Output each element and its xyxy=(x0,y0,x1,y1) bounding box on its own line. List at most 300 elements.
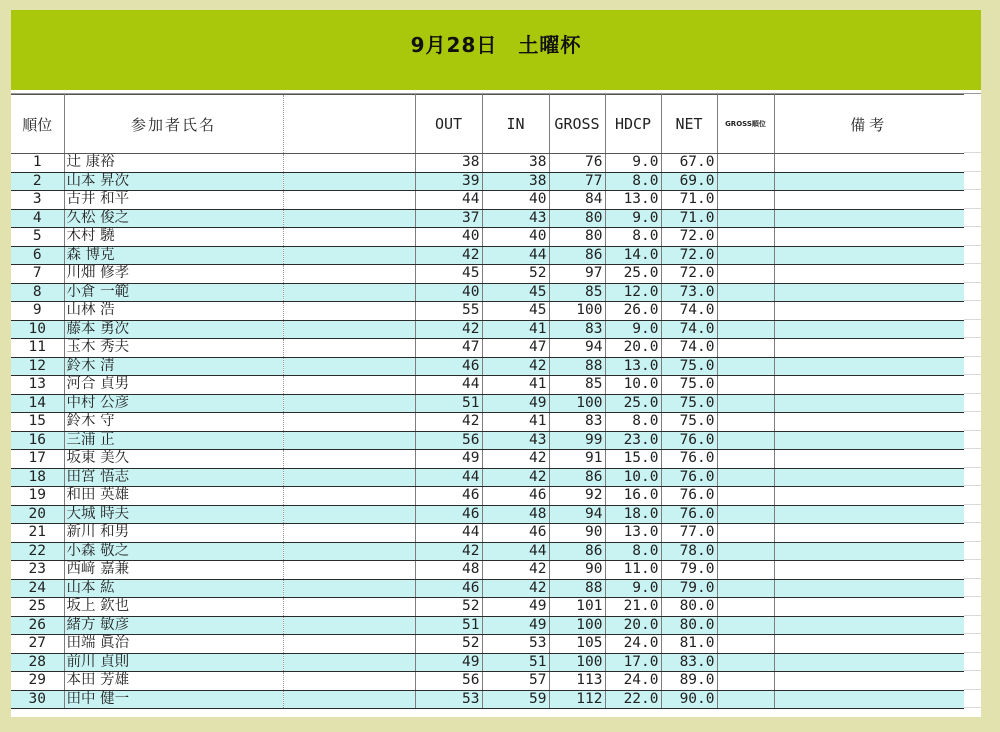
cell-blank[interactable] xyxy=(283,672,415,691)
cell-in[interactable]: 42 xyxy=(482,468,549,487)
cell-net[interactable]: 83.0 xyxy=(661,653,717,672)
cell-gross-rank[interactable] xyxy=(717,172,774,191)
cell-blank[interactable] xyxy=(283,579,415,598)
header-out[interactable]: OUT xyxy=(415,95,482,154)
cell-memo[interactable] xyxy=(774,579,964,598)
cell-hdcp[interactable]: 14.0 xyxy=(605,246,661,265)
cell-in[interactable]: 46 xyxy=(482,524,549,543)
cell-name[interactable]: 古井 和平 xyxy=(64,191,283,210)
cell-hdcp[interactable]: 20.0 xyxy=(605,616,661,635)
cell-blank[interactable] xyxy=(283,524,415,543)
cell-in[interactable]: 38 xyxy=(482,154,549,173)
cell-rank[interactable]: 30 xyxy=(11,690,64,709)
header-memo[interactable]: 備考 xyxy=(774,95,964,154)
cell-net[interactable]: 72.0 xyxy=(661,228,717,247)
cell-net[interactable]: 72.0 xyxy=(661,246,717,265)
cell-net[interactable]: 78.0 xyxy=(661,542,717,561)
cell-hdcp[interactable]: 8.0 xyxy=(605,172,661,191)
cell-gross[interactable]: 90 xyxy=(549,524,605,543)
cell-rank[interactable]: 29 xyxy=(11,672,64,691)
cell-gross-rank[interactable] xyxy=(717,320,774,339)
cell-hdcp[interactable]: 9.0 xyxy=(605,579,661,598)
header-name[interactable]: 参加者氏名 xyxy=(64,95,283,154)
cell-hdcp[interactable]: 10.0 xyxy=(605,468,661,487)
cell-out[interactable]: 39 xyxy=(415,172,482,191)
cell-gross-rank[interactable] xyxy=(717,357,774,376)
cell-in[interactable]: 41 xyxy=(482,376,549,395)
cell-rank[interactable]: 15 xyxy=(11,413,64,432)
cell-gross-rank[interactable] xyxy=(717,579,774,598)
cell-gross[interactable]: 84 xyxy=(549,191,605,210)
cell-name[interactable]: 大城 時夫 xyxy=(64,505,283,524)
cell-net[interactable]: 72.0 xyxy=(661,265,717,284)
cell-name[interactable]: 辻 康裕 xyxy=(64,154,283,173)
cell-rank[interactable]: 6 xyxy=(11,246,64,265)
cell-rank[interactable]: 27 xyxy=(11,635,64,654)
cell-rank[interactable]: 7 xyxy=(11,265,64,284)
cell-rank[interactable]: 5 xyxy=(11,228,64,247)
cell-gross[interactable]: 80 xyxy=(549,228,605,247)
cell-out[interactable]: 51 xyxy=(415,616,482,635)
cell-memo[interactable] xyxy=(774,283,964,302)
cell-net[interactable]: 77.0 xyxy=(661,524,717,543)
cell-gross[interactable]: 83 xyxy=(549,413,605,432)
cell-in[interactable]: 46 xyxy=(482,487,549,506)
cell-memo[interactable] xyxy=(774,376,964,395)
cell-in[interactable]: 38 xyxy=(482,172,549,191)
cell-gross-rank[interactable] xyxy=(717,191,774,210)
cell-name[interactable]: 山林 浩 xyxy=(64,302,283,321)
cell-blank[interactable] xyxy=(283,598,415,617)
cell-net[interactable]: 74.0 xyxy=(661,302,717,321)
cell-out[interactable]: 46 xyxy=(415,505,482,524)
cell-memo[interactable] xyxy=(774,653,964,672)
cell-net[interactable]: 75.0 xyxy=(661,376,717,395)
cell-hdcp[interactable]: 23.0 xyxy=(605,431,661,450)
cell-hdcp[interactable]: 9.0 xyxy=(605,209,661,228)
cell-out[interactable]: 40 xyxy=(415,283,482,302)
cell-in[interactable]: 42 xyxy=(482,357,549,376)
cell-blank[interactable] xyxy=(283,505,415,524)
cell-out[interactable]: 56 xyxy=(415,672,482,691)
cell-net[interactable]: 89.0 xyxy=(661,672,717,691)
cell-in[interactable]: 52 xyxy=(482,265,549,284)
cell-name[interactable]: 坂東 美久 xyxy=(64,450,283,469)
cell-gross-rank[interactable] xyxy=(717,413,774,432)
cell-hdcp[interactable]: 21.0 xyxy=(605,598,661,617)
cell-out[interactable]: 49 xyxy=(415,450,482,469)
cell-net[interactable]: 90.0 xyxy=(661,690,717,709)
cell-gross[interactable]: 86 xyxy=(549,468,605,487)
header-rank[interactable]: 順位 xyxy=(11,95,64,154)
cell-memo[interactable] xyxy=(774,394,964,413)
cell-name[interactable]: 和田 英雄 xyxy=(64,487,283,506)
cell-gross[interactable]: 99 xyxy=(549,431,605,450)
cell-out[interactable]: 53 xyxy=(415,690,482,709)
cell-in[interactable]: 40 xyxy=(482,228,549,247)
cell-memo[interactable] xyxy=(774,561,964,580)
cell-hdcp[interactable]: 26.0 xyxy=(605,302,661,321)
cell-gross[interactable]: 88 xyxy=(549,357,605,376)
cell-out[interactable]: 38 xyxy=(415,154,482,173)
cell-gross-rank[interactable] xyxy=(717,524,774,543)
cell-name[interactable]: 木村 驍 xyxy=(64,228,283,247)
cell-in[interactable]: 51 xyxy=(482,653,549,672)
cell-rank[interactable]: 9 xyxy=(11,302,64,321)
cell-net[interactable]: 76.0 xyxy=(661,468,717,487)
cell-in[interactable]: 49 xyxy=(482,394,549,413)
cell-memo[interactable] xyxy=(774,487,964,506)
cell-memo[interactable] xyxy=(774,265,964,284)
cell-rank[interactable]: 8 xyxy=(11,283,64,302)
cell-net[interactable]: 76.0 xyxy=(661,450,717,469)
cell-out[interactable]: 42 xyxy=(415,320,482,339)
cell-blank[interactable] xyxy=(283,450,415,469)
cell-hdcp[interactable]: 24.0 xyxy=(605,635,661,654)
cell-gross-rank[interactable] xyxy=(717,450,774,469)
cell-name[interactable]: 鈴木 清 xyxy=(64,357,283,376)
cell-net[interactable]: 76.0 xyxy=(661,487,717,506)
cell-hdcp[interactable]: 13.0 xyxy=(605,357,661,376)
cell-rank[interactable]: 21 xyxy=(11,524,64,543)
cell-gross-rank[interactable] xyxy=(717,376,774,395)
cell-name[interactable]: 緒方 敏彦 xyxy=(64,616,283,635)
cell-in[interactable]: 45 xyxy=(482,302,549,321)
cell-gross-rank[interactable] xyxy=(717,542,774,561)
cell-memo[interactable] xyxy=(774,172,964,191)
cell-gross[interactable]: 92 xyxy=(549,487,605,506)
cell-blank[interactable] xyxy=(283,394,415,413)
cell-rank[interactable]: 14 xyxy=(11,394,64,413)
cell-out[interactable]: 37 xyxy=(415,209,482,228)
cell-gross[interactable]: 88 xyxy=(549,579,605,598)
cell-memo[interactable] xyxy=(774,690,964,709)
cell-gross-rank[interactable] xyxy=(717,283,774,302)
cell-net[interactable]: 76.0 xyxy=(661,431,717,450)
cell-net[interactable]: 71.0 xyxy=(661,209,717,228)
cell-rank[interactable]: 2 xyxy=(11,172,64,191)
cell-in[interactable]: 44 xyxy=(482,246,549,265)
cell-memo[interactable] xyxy=(774,505,964,524)
cell-net[interactable]: 74.0 xyxy=(661,339,717,358)
cell-name[interactable]: 新川 和男 xyxy=(64,524,283,543)
cell-hdcp[interactable]: 10.0 xyxy=(605,376,661,395)
cell-hdcp[interactable]: 12.0 xyxy=(605,283,661,302)
cell-out[interactable]: 44 xyxy=(415,524,482,543)
cell-memo[interactable] xyxy=(774,672,964,691)
cell-hdcp[interactable]: 25.0 xyxy=(605,265,661,284)
cell-rank[interactable]: 20 xyxy=(11,505,64,524)
cell-name[interactable]: 田端 眞治 xyxy=(64,635,283,654)
cell-gross[interactable]: 100 xyxy=(549,653,605,672)
cell-in[interactable]: 41 xyxy=(482,413,549,432)
cell-rank[interactable]: 4 xyxy=(11,209,64,228)
cell-net[interactable]: 73.0 xyxy=(661,283,717,302)
header-net[interactable]: NET xyxy=(661,95,717,154)
cell-out[interactable]: 44 xyxy=(415,191,482,210)
cell-gross-rank[interactable] xyxy=(717,487,774,506)
cell-hdcp[interactable]: 8.0 xyxy=(605,542,661,561)
cell-out[interactable]: 49 xyxy=(415,653,482,672)
cell-in[interactable]: 47 xyxy=(482,339,549,358)
cell-out[interactable]: 46 xyxy=(415,487,482,506)
cell-rank[interactable]: 3 xyxy=(11,191,64,210)
cell-in[interactable]: 48 xyxy=(482,505,549,524)
cell-gross-rank[interactable] xyxy=(717,302,774,321)
cell-name[interactable]: 鈴木 守 xyxy=(64,413,283,432)
cell-gross[interactable]: 105 xyxy=(549,635,605,654)
cell-in[interactable]: 42 xyxy=(482,450,549,469)
cell-out[interactable]: 52 xyxy=(415,635,482,654)
cell-blank[interactable] xyxy=(283,302,415,321)
cell-blank[interactable] xyxy=(283,635,415,654)
cell-name[interactable]: 田中 健一 xyxy=(64,690,283,709)
cell-out[interactable]: 51 xyxy=(415,394,482,413)
cell-name[interactable]: 小森 敬之 xyxy=(64,542,283,561)
cell-name[interactable]: 森 博克 xyxy=(64,246,283,265)
header-gross[interactable]: GROSS xyxy=(549,95,605,154)
cell-blank[interactable] xyxy=(283,653,415,672)
cell-in[interactable]: 59 xyxy=(482,690,549,709)
cell-gross-rank[interactable] xyxy=(717,690,774,709)
cell-memo[interactable] xyxy=(774,320,964,339)
cell-rank[interactable]: 19 xyxy=(11,487,64,506)
cell-blank[interactable] xyxy=(283,357,415,376)
cell-net[interactable]: 81.0 xyxy=(661,635,717,654)
cell-rank[interactable]: 23 xyxy=(11,561,64,580)
cell-name[interactable]: 河合 貞男 xyxy=(64,376,283,395)
cell-hdcp[interactable]: 16.0 xyxy=(605,487,661,506)
cell-rank[interactable]: 13 xyxy=(11,376,64,395)
cell-rank[interactable]: 1 xyxy=(11,154,64,173)
cell-hdcp[interactable]: 25.0 xyxy=(605,394,661,413)
cell-rank[interactable]: 25 xyxy=(11,598,64,617)
cell-out[interactable]: 46 xyxy=(415,357,482,376)
cell-gross-rank[interactable] xyxy=(717,209,774,228)
cell-memo[interactable] xyxy=(774,635,964,654)
cell-out[interactable]: 45 xyxy=(415,265,482,284)
cell-gross[interactable]: 100 xyxy=(549,302,605,321)
cell-gross[interactable]: 113 xyxy=(549,672,605,691)
cell-rank[interactable]: 16 xyxy=(11,431,64,450)
cell-name[interactable]: 山本 紘 xyxy=(64,579,283,598)
cell-memo[interactable] xyxy=(774,357,964,376)
cell-rank[interactable]: 18 xyxy=(11,468,64,487)
cell-blank[interactable] xyxy=(283,191,415,210)
cell-gross-rank[interactable] xyxy=(717,394,774,413)
cell-gross[interactable]: 77 xyxy=(549,172,605,191)
cell-blank[interactable] xyxy=(283,690,415,709)
cell-blank[interactable] xyxy=(283,209,415,228)
cell-hdcp[interactable]: 9.0 xyxy=(605,320,661,339)
cell-memo[interactable] xyxy=(774,191,964,210)
cell-gross-rank[interactable] xyxy=(717,616,774,635)
cell-name[interactable]: 川畑 修孝 xyxy=(64,265,283,284)
cell-hdcp[interactable]: 18.0 xyxy=(605,505,661,524)
cell-blank[interactable] xyxy=(283,431,415,450)
cell-name[interactable]: 前川 貞則 xyxy=(64,653,283,672)
cell-gross-rank[interactable] xyxy=(717,653,774,672)
cell-rank[interactable]: 10 xyxy=(11,320,64,339)
cell-name[interactable]: 久松 俊之 xyxy=(64,209,283,228)
cell-hdcp[interactable]: 17.0 xyxy=(605,653,661,672)
cell-out[interactable]: 55 xyxy=(415,302,482,321)
cell-in[interactable]: 44 xyxy=(482,542,549,561)
cell-out[interactable]: 47 xyxy=(415,339,482,358)
cell-memo[interactable] xyxy=(774,616,964,635)
cell-blank[interactable] xyxy=(283,265,415,284)
cell-blank[interactable] xyxy=(283,172,415,191)
cell-rank[interactable]: 26 xyxy=(11,616,64,635)
cell-memo[interactable] xyxy=(774,542,964,561)
cell-gross[interactable]: 91 xyxy=(549,450,605,469)
cell-in[interactable]: 57 xyxy=(482,672,549,691)
cell-net[interactable]: 80.0 xyxy=(661,616,717,635)
cell-hdcp[interactable]: 15.0 xyxy=(605,450,661,469)
cell-in[interactable]: 43 xyxy=(482,209,549,228)
cell-hdcp[interactable]: 9.0 xyxy=(605,154,661,173)
cell-memo[interactable] xyxy=(774,246,964,265)
cell-gross[interactable]: 85 xyxy=(549,376,605,395)
cell-gross-rank[interactable] xyxy=(717,431,774,450)
cell-name[interactable]: 本田 芳雄 xyxy=(64,672,283,691)
cell-name[interactable]: 中村 公彦 xyxy=(64,394,283,413)
cell-hdcp[interactable]: 13.0 xyxy=(605,191,661,210)
cell-out[interactable]: 42 xyxy=(415,246,482,265)
cell-out[interactable]: 46 xyxy=(415,579,482,598)
cell-out[interactable]: 40 xyxy=(415,228,482,247)
cell-rank[interactable]: 24 xyxy=(11,579,64,598)
header-blank[interactable] xyxy=(283,95,415,154)
cell-gross[interactable]: 94 xyxy=(549,339,605,358)
cell-in[interactable]: 53 xyxy=(482,635,549,654)
cell-out[interactable]: 56 xyxy=(415,431,482,450)
cell-in[interactable]: 42 xyxy=(482,561,549,580)
cell-memo[interactable] xyxy=(774,209,964,228)
cell-hdcp[interactable]: 8.0 xyxy=(605,413,661,432)
cell-blank[interactable] xyxy=(283,339,415,358)
cell-rank[interactable]: 17 xyxy=(11,450,64,469)
cell-blank[interactable] xyxy=(283,542,415,561)
cell-net[interactable]: 71.0 xyxy=(661,191,717,210)
cell-memo[interactable] xyxy=(774,413,964,432)
cell-name[interactable]: 田宮 悟志 xyxy=(64,468,283,487)
cell-gross[interactable]: 83 xyxy=(549,320,605,339)
cell-blank[interactable] xyxy=(283,468,415,487)
cell-memo[interactable] xyxy=(774,598,964,617)
cell-in[interactable]: 40 xyxy=(482,191,549,210)
cell-gross-rank[interactable] xyxy=(717,265,774,284)
cell-blank[interactable] xyxy=(283,376,415,395)
cell-name[interactable]: 三浦 正 xyxy=(64,431,283,450)
cell-name[interactable]: 藤本 勇次 xyxy=(64,320,283,339)
cell-gross-rank[interactable] xyxy=(717,468,774,487)
cell-name[interactable]: 玉木 秀夫 xyxy=(64,339,283,358)
cell-gross-rank[interactable] xyxy=(717,598,774,617)
cell-blank[interactable] xyxy=(283,228,415,247)
cell-gross[interactable]: 94 xyxy=(549,505,605,524)
cell-in[interactable]: 49 xyxy=(482,598,549,617)
cell-hdcp[interactable]: 22.0 xyxy=(605,690,661,709)
cell-out[interactable]: 42 xyxy=(415,542,482,561)
cell-memo[interactable] xyxy=(774,450,964,469)
cell-net[interactable]: 74.0 xyxy=(661,320,717,339)
cell-rank[interactable]: 28 xyxy=(11,653,64,672)
cell-memo[interactable] xyxy=(774,524,964,543)
cell-gross-rank[interactable] xyxy=(717,154,774,173)
cell-gross[interactable]: 97 xyxy=(549,265,605,284)
cell-gross-rank[interactable] xyxy=(717,672,774,691)
cell-hdcp[interactable]: 8.0 xyxy=(605,228,661,247)
cell-in[interactable]: 45 xyxy=(482,283,549,302)
cell-name[interactable]: 西﨑 嘉兼 xyxy=(64,561,283,580)
cell-name[interactable]: 山本 昇次 xyxy=(64,172,283,191)
cell-memo[interactable] xyxy=(774,228,964,247)
cell-net[interactable]: 79.0 xyxy=(661,561,717,580)
cell-gross[interactable]: 86 xyxy=(549,246,605,265)
cell-out[interactable]: 42 xyxy=(415,413,482,432)
cell-gross[interactable]: 85 xyxy=(549,283,605,302)
cell-memo[interactable] xyxy=(774,339,964,358)
cell-gross[interactable]: 100 xyxy=(549,394,605,413)
cell-net[interactable]: 69.0 xyxy=(661,172,717,191)
cell-rank[interactable]: 22 xyxy=(11,542,64,561)
cell-memo[interactable] xyxy=(774,154,964,173)
cell-net[interactable]: 76.0 xyxy=(661,505,717,524)
cell-net[interactable]: 75.0 xyxy=(661,413,717,432)
cell-gross-rank[interactable] xyxy=(717,339,774,358)
cell-in[interactable]: 42 xyxy=(482,579,549,598)
cell-hdcp[interactable]: 20.0 xyxy=(605,339,661,358)
cell-net[interactable]: 75.0 xyxy=(661,394,717,413)
cell-blank[interactable] xyxy=(283,487,415,506)
cell-blank[interactable] xyxy=(283,283,415,302)
cell-gross[interactable]: 90 xyxy=(549,561,605,580)
cell-in[interactable]: 41 xyxy=(482,320,549,339)
cell-gross[interactable]: 76 xyxy=(549,154,605,173)
cell-net[interactable]: 80.0 xyxy=(661,598,717,617)
cell-rank[interactable]: 12 xyxy=(11,357,64,376)
cell-net[interactable]: 67.0 xyxy=(661,154,717,173)
cell-net[interactable]: 75.0 xyxy=(661,357,717,376)
header-hdcp[interactable]: HDCP xyxy=(605,95,661,154)
cell-gross[interactable]: 101 xyxy=(549,598,605,617)
cell-name[interactable]: 小倉 一範 xyxy=(64,283,283,302)
cell-hdcp[interactable]: 13.0 xyxy=(605,524,661,543)
cell-blank[interactable] xyxy=(283,154,415,173)
cell-gross[interactable]: 112 xyxy=(549,690,605,709)
cell-hdcp[interactable]: 11.0 xyxy=(605,561,661,580)
cell-memo[interactable] xyxy=(774,431,964,450)
cell-hdcp[interactable]: 24.0 xyxy=(605,672,661,691)
cell-gross-rank[interactable] xyxy=(717,246,774,265)
cell-blank[interactable] xyxy=(283,320,415,339)
cell-out[interactable]: 44 xyxy=(415,468,482,487)
cell-memo[interactable] xyxy=(774,468,964,487)
cell-in[interactable]: 49 xyxy=(482,616,549,635)
cell-gross[interactable]: 100 xyxy=(549,616,605,635)
cell-name[interactable]: 坂上 欽也 xyxy=(64,598,283,617)
cell-rank[interactable]: 11 xyxy=(11,339,64,358)
cell-gross[interactable]: 80 xyxy=(549,209,605,228)
cell-net[interactable]: 79.0 xyxy=(661,579,717,598)
header-gross-rank[interactable]: GROSS順位 xyxy=(717,95,774,154)
cell-memo[interactable] xyxy=(774,302,964,321)
cell-out[interactable]: 52 xyxy=(415,598,482,617)
cell-in[interactable]: 43 xyxy=(482,431,549,450)
header-in[interactable]: IN xyxy=(482,95,549,154)
cell-gross[interactable]: 86 xyxy=(549,542,605,561)
